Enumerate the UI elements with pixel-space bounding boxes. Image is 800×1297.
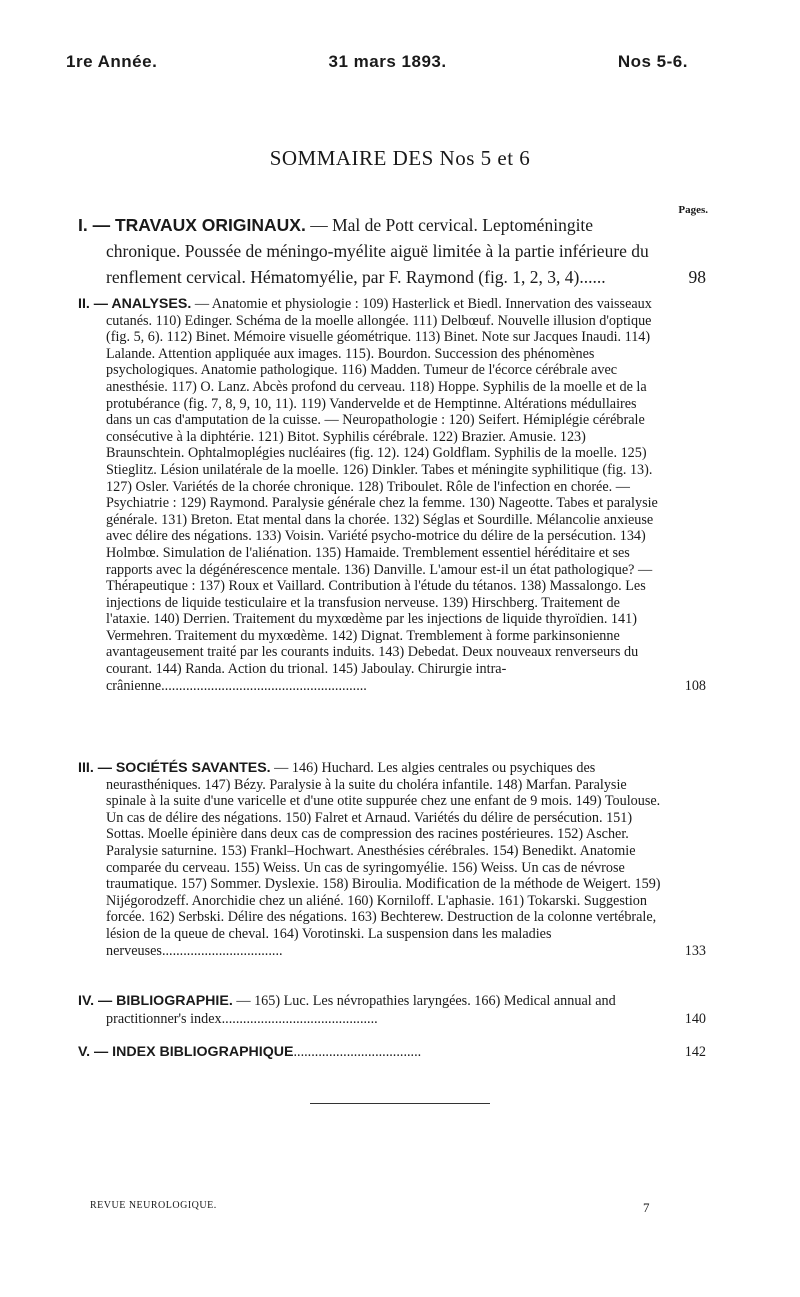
page-number: 140	[684, 1011, 706, 1027]
page-number: 142	[684, 1044, 706, 1060]
running-header	[66, 52, 688, 72]
page-number: 133	[684, 942, 706, 959]
date-label: 31 mars 1893.	[328, 52, 447, 71]
toc-entry-index-bibliographique	[78, 1042, 706, 1062]
page-number: 98	[688, 267, 706, 287]
section-heading: V. — INDEX BIBLIOGRAPHIQUE	[78, 1044, 294, 1060]
issue-label: Nos 5-6.	[617, 52, 688, 71]
section-text: — Anatomie et physiologie : 109) Hasterlick et Biedl. Innervation des vaisseaux cutanés. 110) Edinger. Schéma de la moelle allongée. 111) Delbœuf. Nouvelle illusion d'optique (fig. 5, 6). 112) Binet. Mémoire visuelle géométrique. 113) Binet. Note sur Jacques Inaudi. 114) Lalande. Attention appliquée aux images. 115). Bourdon. Succession des phénomènes psychologiques. Anatomie pathologique. 116) Madden. Tumeur de l'écorce cérébrale avec anesthésie. 117) O. Lanz. Abcès profond du cerveau. 118) Hoppe. Syphilis de la moelle et de la protubérance (fig. 7, 8, 9, 10, 11). 119) Vandervelde et de Hemptinne. Altérations médullaires dans un cas d'amputation de la cuisse. — Neuropathologie : 120) Seifert. Hémiplégie cérébrale consécutive à la diphtérie. 121) Bitot. Syphilis cérébrale. 122) Brazier. Amusie. 123) Braunschtein. Ophtalmoplégies nucléaires (fig. 12). 124) Goldflam. Syphilis de la moelle. 125) Stieglitz. Lésion unilatérale de la moelle. 126) Dinkler. Tabes et méningite syphilitique (fig. 13). 127) Osler. Variétés de la chorée chronique. 128) Triboulet. Rôle de l'infection en chorée. — Psychiatrie : 129) Raymond. Paralysie générale chez la femme. 130) Nageotte. Tabes et paralysie générale. 131) Breton. Etat mental dans la chorée. 132) Séglas et Sourdille. Mélancolie anxieuse avec délire des négations. 133) Voisin. Variété psycho-motrice du délire de la persécution. 134) Holmbœ. Simulation de l'aliénation. 135) Hamaide. Tremblement essentiel héréditaire et ses rapports avec la dégénérescence mentale. 136) Danville. L'amour est-il un état pathologique? — Thérapeutique : 137) Roux et Vaillard. Contribution à l'étude du tétanos. 138) Massalongo. Les injections de liquide testiculaire et la transfusion nerveuse. 139) Hirschberg. Traitement de l'ataxie. 140) Derrien. Traitement du myxœdème par les injections de liquide thyroïdien. 141) Vermehren. Traitement du myxœdème. 142) Dignat. Tremblement à forme parkinsonienne avantageusement traité par les courants induits. 143) Debedat. Deux nouveaux renverseurs du courant. 144) Randa. Action du trional. 145) Jaboulay. Chirurgie intra-crânienne..........................................................	[106, 296, 658, 694]
pages-column-label: Pages.	[678, 204, 708, 216]
section-heading: IV. — BIBLIOGRAPHIE.	[78, 993, 233, 1009]
toc-entry-analyses	[78, 296, 706, 694]
page-number: 108	[684, 677, 706, 694]
page-title: SOMMAIRE DES Nos 5 et 6	[269, 146, 531, 170]
page-footer	[90, 1200, 650, 1216]
toc-entry-societes-savantes	[78, 760, 706, 959]
toc-entry-bibliographie	[78, 992, 706, 1028]
section-heading: I. — TRAVAUX ORIGINAUX.	[78, 215, 306, 235]
section-text: — 146) Huchard. Les algies centrales ou psychiques des neurasthéniques. 147) Bézy. Paralysie à la suite du choléra infantile. 148) Marfan. Paralysie spinale à la suite d'une varicelle et d'une otite suppurée chez une enfant de 9 mois. 149) Toulouse. Un cas de délire des négations. 150) Falret et Arnaud. Variétés du délire de persécution. 151) Sottas. Moelle épinière dans deux cas de compression des racines postérieures. 152) Ascher. Paralysie saturnine. 153) Frankl–Hochwart. Anesthésies cérébrales. 154) Benedikt. Anatomie comparée du cerveau. 155) Weiss. Un cas de syringomyélie. 156) Weiss. Un cas de névrose traumatique. 157) Sommer. Dyslexie. 158) Biroulia. Modification de la méthode de Weigert. 159) Nijégorodzeff. Anorchidie chez un aliéné. 160) Korniloff. L'aphasie. 161) Tokarski. Suggestion forcée. 162) Serbski. Délire des négations. 163) Bechterew. Destruction de la colonne vertébrale, lésion de la queue de cheval. 164) Vorotinski. La suspension dans les maladies nerveuses..................................	[106, 760, 661, 959]
section-heading: II. — ANALYSES.	[78, 296, 192, 312]
section-text: — Mal de Pott cervical. Leptoméningite chronique. Poussée de méningo-myélite aiguë limitée à la partie inférieure du renflement cervical. Hématomyélie, par F. Raymond (fig. 1, 2, 3, 4)......	[106, 215, 649, 287]
footer-page-number: 7	[643, 1200, 650, 1215]
section-text: ....................................	[293, 1044, 422, 1060]
section-heading: III. — SOCIÉTÉS SAVANTES.	[78, 760, 271, 776]
journal-name: REVUE NEUROLOGIQUE.	[90, 1200, 217, 1211]
toc-entry-travaux-originaux	[78, 212, 706, 290]
section-text: — 165) Luc. Les névropathies laryngées. 166) Medical annual and practitionner's index............................................	[106, 993, 616, 1027]
year-label: 1re Année.	[66, 52, 158, 71]
divider-rule	[310, 1103, 490, 1104]
